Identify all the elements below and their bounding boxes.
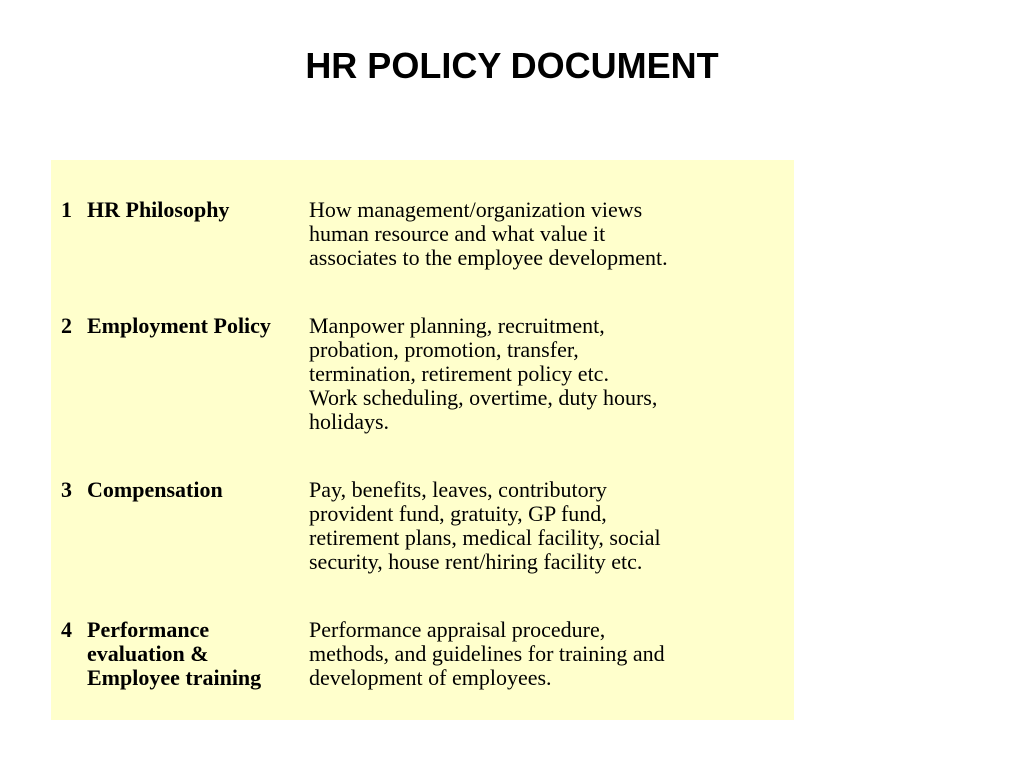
policy-number: 1	[61, 197, 72, 222]
description-line: probation, promotion, transfer,	[309, 337, 579, 362]
description-line: human resource and what value it	[309, 221, 606, 246]
policy-description	[309, 478, 789, 574]
description-line: development of employees.	[309, 665, 552, 690]
policy-title: Compensation	[87, 477, 223, 502]
policy-description	[309, 314, 789, 434]
description-line: Work scheduling, overtime, duty hours,	[309, 385, 658, 410]
policy-description	[309, 618, 789, 690]
policy-title: HR Philosophy	[87, 197, 230, 222]
description-line: methods, and guidelines for training and	[309, 641, 665, 666]
description-line: retirement plans, medical facility, social	[309, 525, 661, 550]
policy-description	[309, 198, 789, 270]
description-line: How management/organization views	[309, 197, 643, 222]
description-line: provident fund, gratuity, GP fund,	[309, 501, 607, 526]
policy-table	[51, 160, 794, 720]
description-line: Manpower planning, recruitment,	[309, 313, 605, 338]
policy-number: 4	[61, 617, 72, 642]
policy-number: 2	[61, 313, 72, 338]
description-line: associates to the employee development.	[309, 245, 668, 270]
page-title: HR POLICY DOCUMENT	[305, 45, 719, 86]
policy-title: Performance evaluation & Employee training	[87, 617, 262, 690]
description-line: Pay, benefits, leaves, contributory	[309, 477, 607, 502]
description-line: holidays.	[309, 409, 390, 434]
description-line: termination, retirement policy etc.	[309, 361, 609, 386]
policy-title: Employment Policy	[87, 313, 271, 338]
policy-number: 3	[61, 477, 72, 502]
description-line: security, house rent/hiring facility etc.	[309, 549, 643, 574]
description-line: Performance appraisal procedure,	[309, 617, 606, 642]
